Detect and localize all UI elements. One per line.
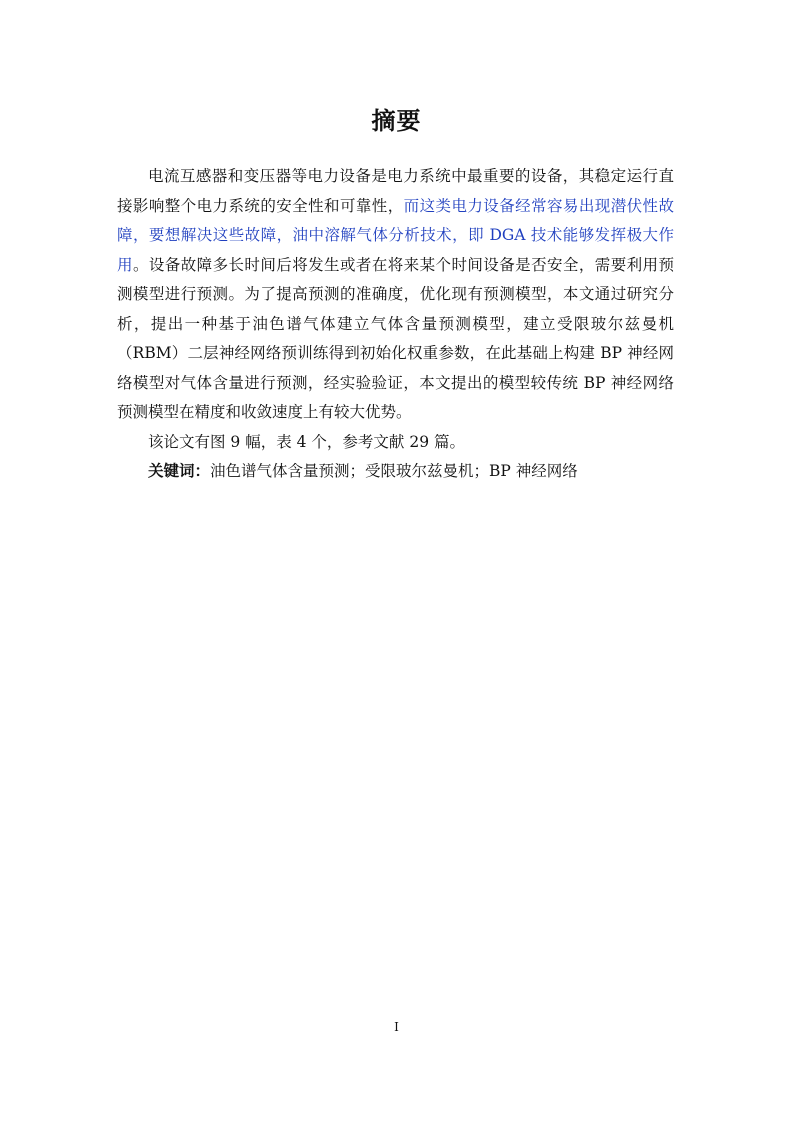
- abstract-title: 摘要: [371, 107, 422, 135]
- abstract-highlighted-text: 而这类电力设备经常容易出现潜伏性故障，要想解决这些故障，油中溶解气体分析技术，即 DGA 技术能够发挥极大作用: [117, 196, 674, 274]
- abstract-text-part1: 电流互感器和变压器等电力设备是电力系统中最重要的设备，其稳定运行直接影响整个电力系统的安全性和可靠性，: [117, 167, 674, 215]
- keywords-label: 关键词：: [148, 462, 211, 480]
- abstract-paragraph: [117, 162, 674, 428]
- keywords-value: 油色谱气体含量预测；受限玻尔兹曼机；BP 神经网络: [210, 462, 578, 480]
- page-number: I: [394, 1020, 399, 1034]
- abstract-text-part3: 。设备故障多长时间后将发生或者在将来某个时间设备是否安全，需要利用预测模型进行预测。为了提高预测的准确度，优化现有预测模型，本文通过研究分析，提出一种基于油色谱气体建立气体含量预测模型，建立受限玻尔兹曼机（RBM）二层神经网络预训练得到初始化权重参数，在此基础上构建 BP 神经网络模型对气体含量进行预测，经实验验证，本文提出的模型较传统 BP 神经网络预测模型在精度和收敛速度上有较大优势。: [117, 255, 674, 421]
- abstract-body: [117, 162, 674, 487]
- keywords-line: [117, 457, 674, 487]
- document-stats: 该论文有图 9 幅，表 4 个，参考文献 29 篇。: [148, 432, 466, 451]
